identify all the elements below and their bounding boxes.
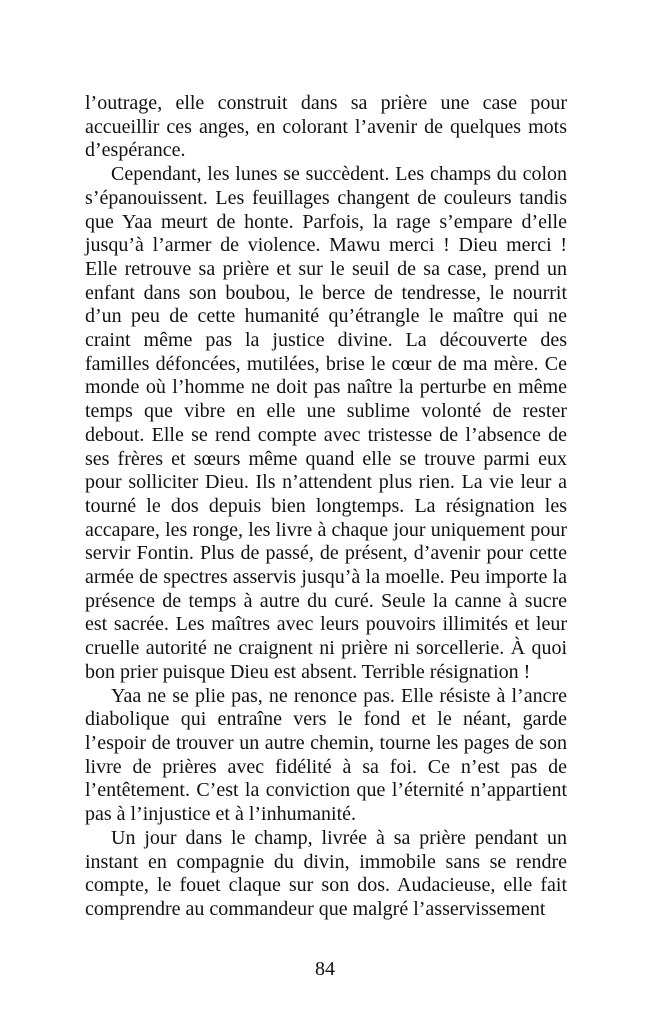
paragraph: Un jour dans le champ, livrée à sa prière pendant un instant en compagnie du divin, immobile sans se rendre compte, le fouet claque sur son dos. Audacieuse, elle fait comprendre au commandeur que malgré l’asservissement <box>85 826 567 920</box>
paragraph: Cependant, les lunes se succèdent. Les champs du colon s’épanouissent. Les feuillages changent de couleurs tandis que Yaa meurt de honte. Parfois, la rage s’empare d’elle jusqu’à l’armer de violence. Mawu merci ! Dieu merci ! Elle retrouve sa prière et sur le seuil de sa case, prend un enfant dans son boubou, le berce de tendresse, le nourrit d’un peu de cette humanité qu’étrangle le maître qui ne craint même pas la justice divine. La découverte des familles défoncées, mutilées, brise le cœur de ma mère. Ce monde où l’homme ne doit pas naître la perturbe en même temps que vibre en elle une sublime volonté de rester debout. Elle se rend compte avec tristesse de l’absence de ses frères et sœurs même quand elle se trouve parmi eux pour solliciter Dieu. Ils n’attendent plus rien. La vie leur a tourné le dos depuis bien longtemps. La résignation les accapare, les ronge, les livre à chaque jour uniquement pour servir Fontin. Plus de passé, de présent, d’avenir pour cette armée de spectres asservis jusqu’à la moelle. Peu importe la présence de temps à autre du curé. Seule la canne à sucre est sacrée. Les maîtres avec leurs pouvoirs illimités et leur cruelle autorité ne craignent ni prière ni sorcellerie. À quoi bon prier puisque Dieu est absent. Terrible résignation ! <box>85 163 567 683</box>
paragraph-continuation: l’outrage, elle construit dans sa prière une case pour accueillir ces anges, en colorant l’avenir de quelques mots d’espérance. <box>85 92 567 162</box>
body-text <box>85 92 567 922</box>
paragraph: Yaa ne se plie pas, ne renonce pas. Elle résiste à l’ancre diabolique qui entraîne vers le fond et le néant, garde l’espoir de trouver un autre chemin, tourne les pages de son livre de prières avec fidélité à sa foi. Ce n’est pas de l’entêtement. C’est la conviction que l’éternité n’appartient pas à l’injustice et à l’inhumanité. <box>85 684 567 826</box>
page-number: 84 <box>315 958 335 980</box>
